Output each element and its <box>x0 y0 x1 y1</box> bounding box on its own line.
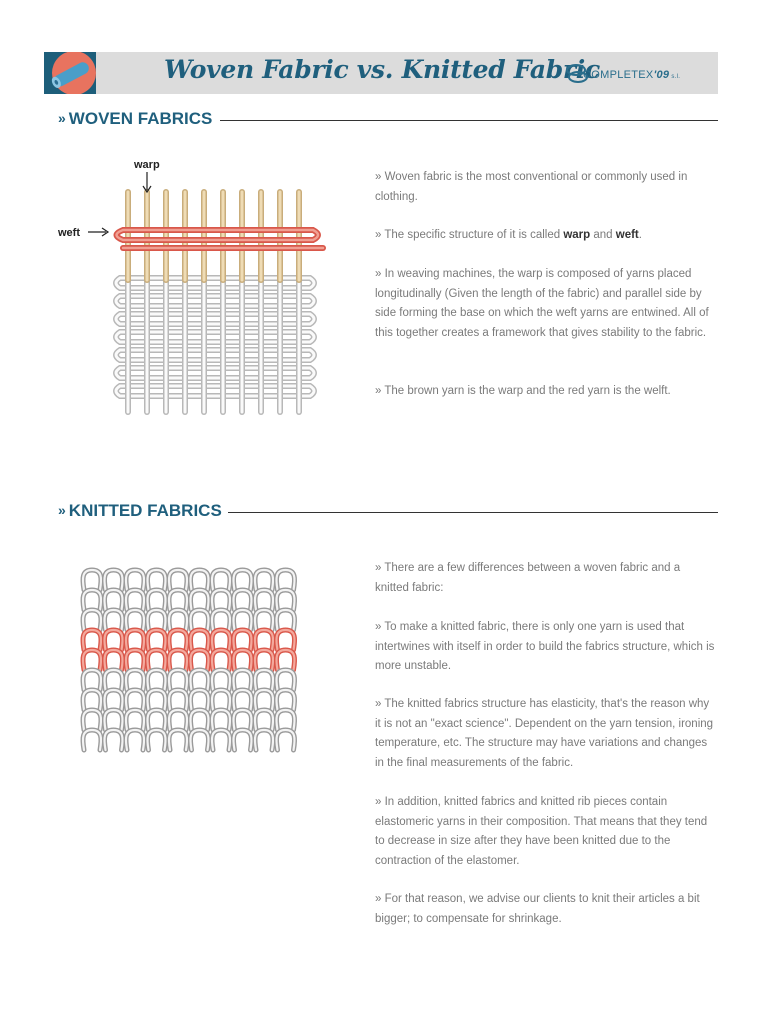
knitted-paragraph-3: » The knitted fabrics structure has elasticity, that's the reason why it is not an "exact science". Dependent on the yarn tension, ironing temperature, etc. The structure may have variations and changes in the final measurements of the fabric. <box>375 698 714 769</box>
header-banner <box>44 52 718 94</box>
section-marker: » <box>58 110 66 126</box>
weft-term: weft <box>615 229 639 241</box>
knitted-paragraph-4: » In addition, knitted fabrics and knitted rib pieces contain elastomeric yarns in their composition. That means that they tend to decrease in size after they have been knitted due to the contraction of the elastomer. <box>375 796 708 867</box>
woven-paragraph-2: » The specific structure of it is called warp and weft. <box>375 229 642 241</box>
weft-label: weft <box>58 227 80 239</box>
knitted-paragraph-1: » There are a few differences between a woven fabric and a knitted fabric: <box>375 562 681 594</box>
section-divider <box>220 120 718 121</box>
woven-paragraph-4: » The brown yarn is the warp and the red yarn is the welft. <box>375 385 671 397</box>
knitted-diagram <box>78 562 326 782</box>
knitted-paragraph-2: » To make a knitted fabric, there is only one yarn is used that intertwines with itself in order to build the fabrics structure, which is more unstable. <box>375 621 715 672</box>
knitted-heading-text: KNITTED FABRICS <box>68 501 222 520</box>
page-title: Woven Fabric vs. Knitted Fabric <box>164 55 600 84</box>
fabric-roll-icon <box>44 52 96 94</box>
knitted-paragraph-5: » For that reason, we advise our clients to knit their articles a bit bigger; to compensate for shrinkage. <box>375 893 700 925</box>
woven-section-heading <box>58 109 212 131</box>
logo-name: COMPLETEX <box>583 69 654 81</box>
woven-paragraph-3: » In weaving machines, the warp is composed of yarns placed longitudinally (Given the length of the fabric) and parallel side by side forming the base on which the weft yarns are entwined. All of this together creates a framework that gives stability to the fabric. <box>375 268 709 339</box>
knitted-section-heading <box>58 501 222 523</box>
logo-year: '09 <box>653 69 670 81</box>
section-divider <box>228 512 718 513</box>
section-marker: » <box>58 502 66 518</box>
woven-diagram <box>48 150 338 430</box>
warp-term: warp <box>563 229 591 241</box>
warp-label: warp <box>134 159 160 171</box>
logo-suffix: s.l. <box>671 74 681 80</box>
woven-paragraph-1: » Woven fabric is the most conventional or commonly used in clothing. <box>375 171 688 203</box>
company-logo <box>564 61 714 87</box>
woven-heading-text: WOVEN FABRICS <box>68 109 213 128</box>
